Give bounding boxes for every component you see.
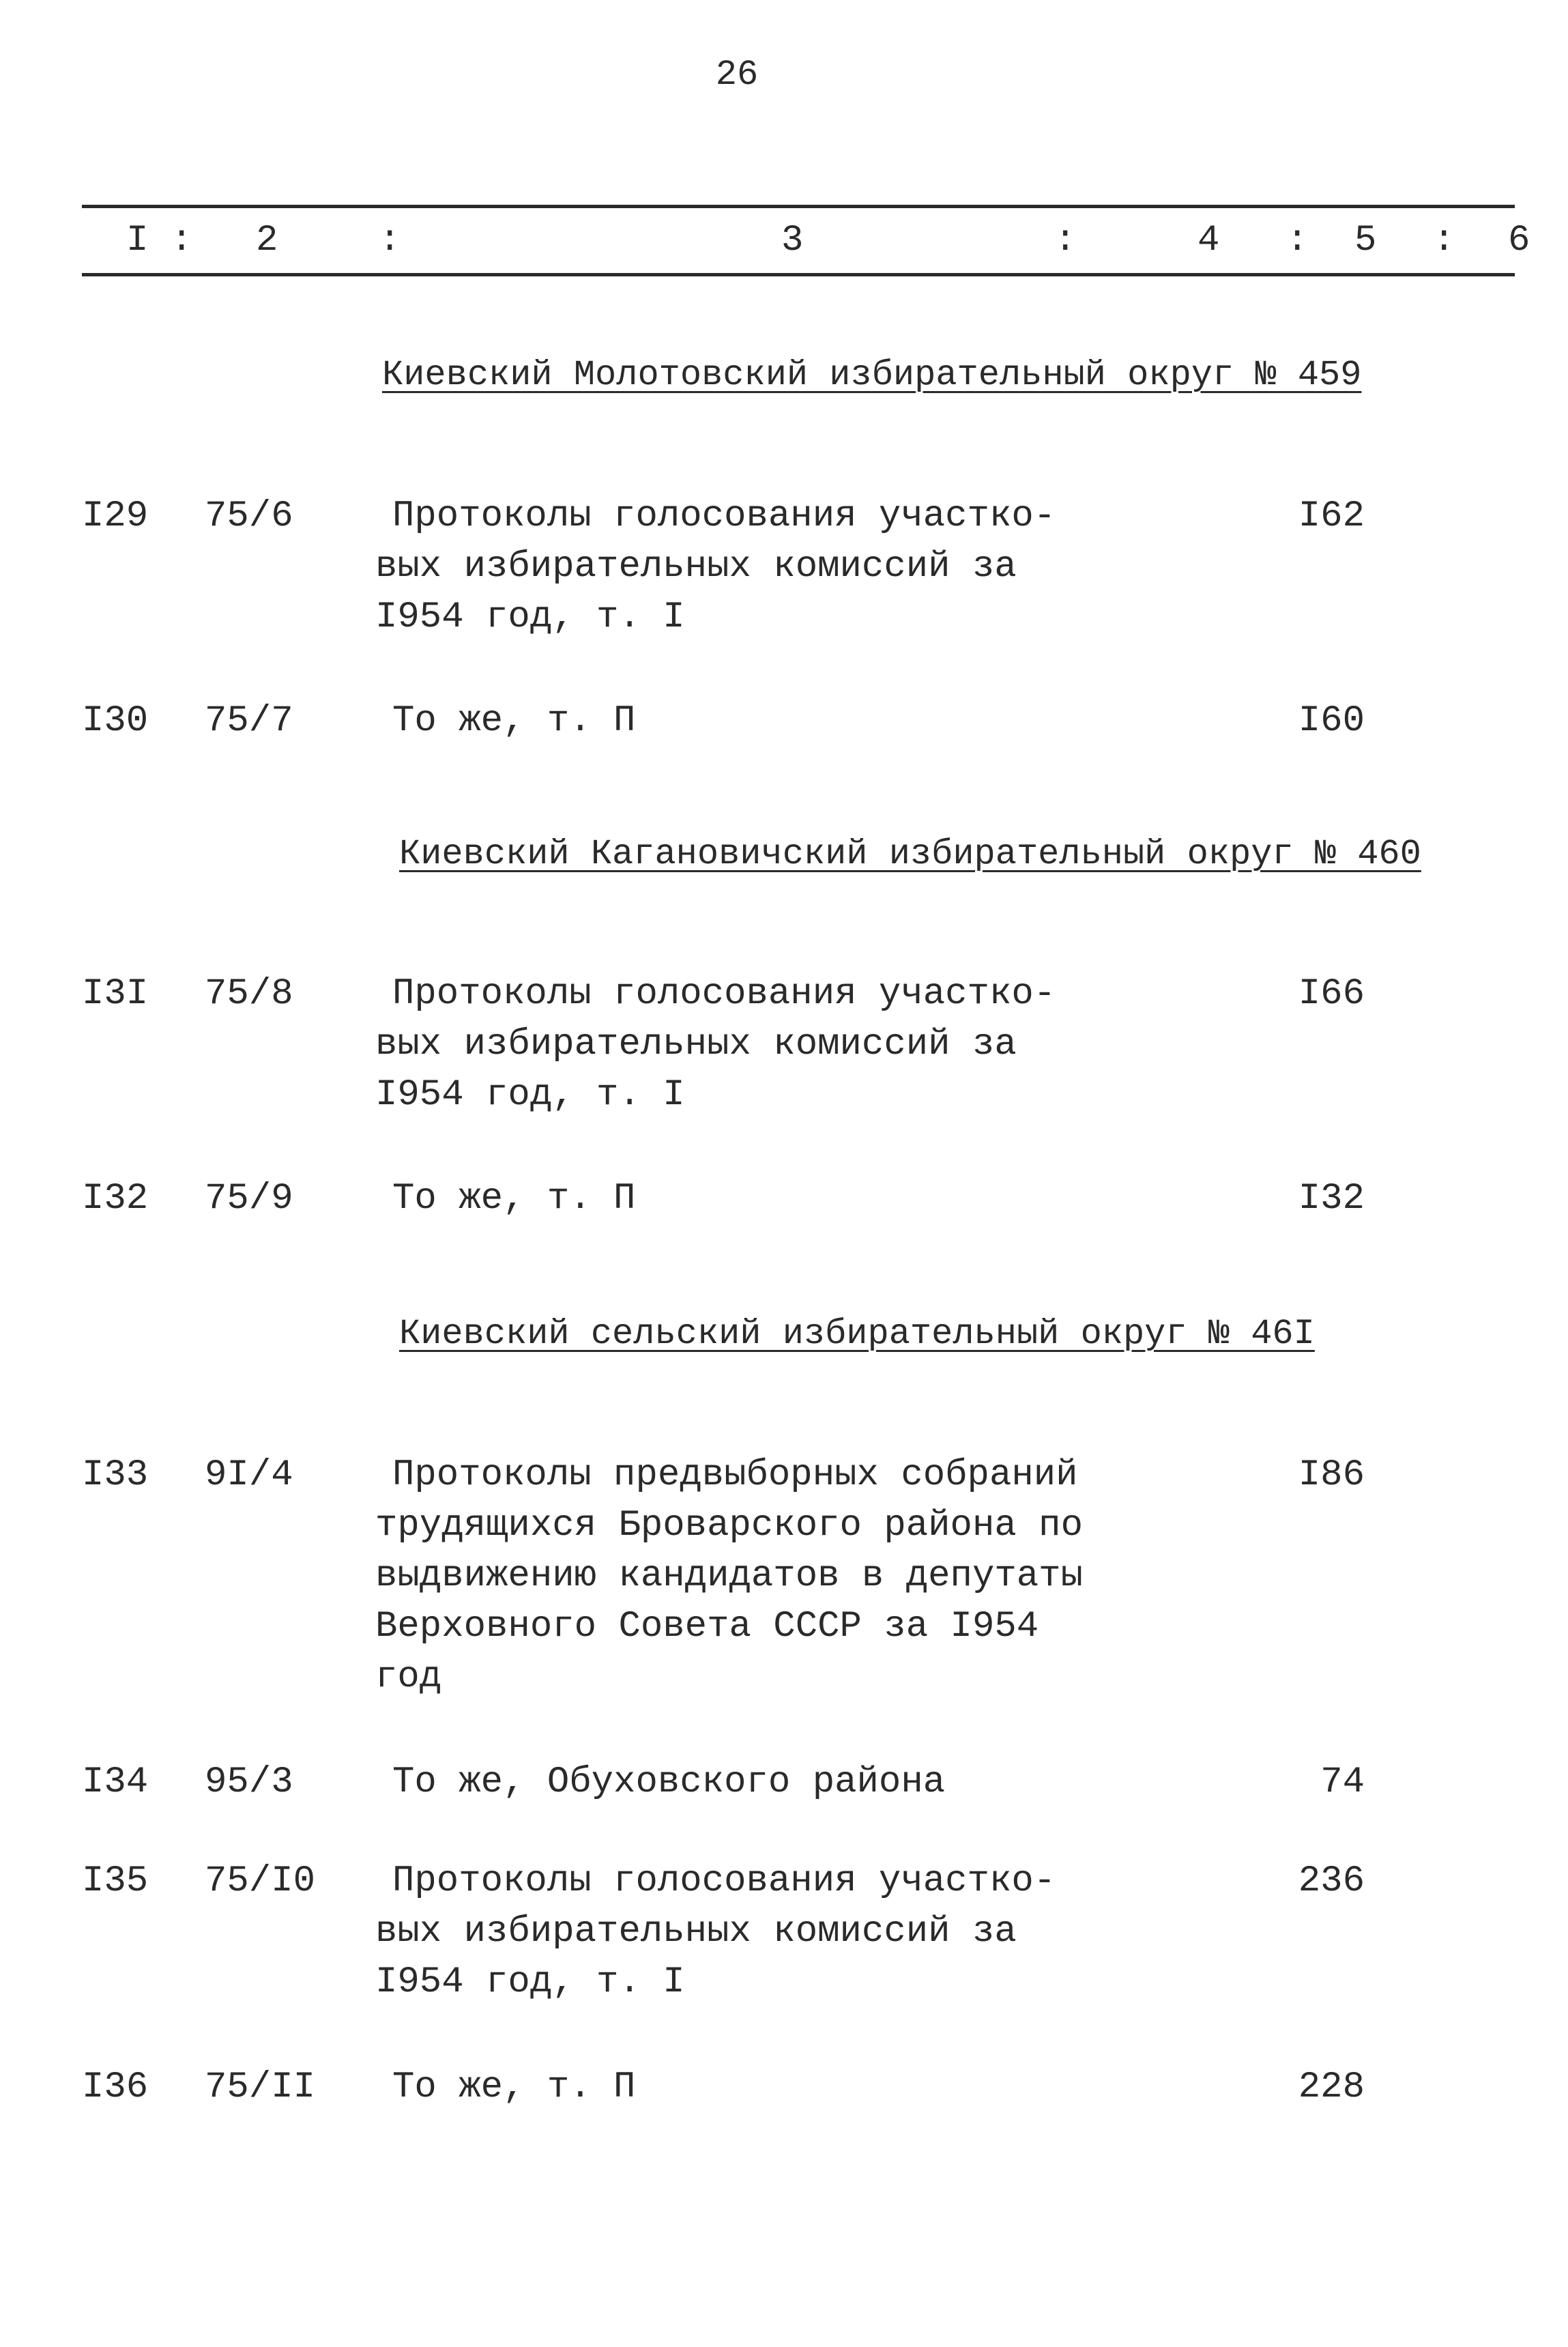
row-description xyxy=(375,1856,1092,2008)
column-separator: : xyxy=(1433,220,1455,261)
row-number: I33 xyxy=(82,1454,149,1496)
row-number: I36 xyxy=(82,2067,149,2108)
row-code: 95/3 xyxy=(205,1761,293,1803)
row-description xyxy=(375,1450,1092,1703)
column-header-3: 3 xyxy=(781,220,804,261)
row-description xyxy=(375,1174,1092,1224)
row-code: 75/7 xyxy=(205,700,293,742)
description-line: год xyxy=(375,1656,442,1698)
description-line: вых избирательных комиссий за xyxy=(375,1024,1017,1065)
row-description xyxy=(375,491,1092,643)
description-line: вых избирательных комиссий за xyxy=(375,1911,1017,1953)
description-line: То же, т. П xyxy=(392,2067,636,2108)
page-number: 26 xyxy=(715,55,759,95)
row-code: 75/I0 xyxy=(205,1860,316,1902)
description-line: Протоколы голосования участко- xyxy=(392,495,1056,537)
description-line: I954 год, т. I xyxy=(375,1074,685,1116)
description-line: I954 год, т. I xyxy=(375,1961,685,2003)
description-line: выдвижению кандидатов в депутаты xyxy=(375,1555,1083,1597)
column-separator: : xyxy=(1286,220,1309,261)
row-code: 75/8 xyxy=(205,973,293,1015)
row-description xyxy=(375,2062,1092,2113)
description-line: То же, Обуховского района xyxy=(392,1761,946,1803)
description-line: Протоколы предвыборных собраний xyxy=(392,1454,1078,1496)
row-number: I35 xyxy=(82,1860,149,1902)
row-pages: I86 xyxy=(1298,1454,1365,1496)
row-pages: I32 xyxy=(1298,1178,1365,1220)
table-header-top-rule xyxy=(82,205,1515,208)
description-line: То же, т. П xyxy=(392,700,636,742)
row-description xyxy=(375,1757,1092,1808)
column-header-1: I xyxy=(126,220,149,261)
row-description xyxy=(375,696,1092,747)
description-line: Верховного Совета СССР за I954 xyxy=(375,1606,1039,1647)
description-line: вых избирательных комиссий за xyxy=(375,546,1017,588)
row-pages: I60 xyxy=(1298,700,1365,742)
description-line: I954 год, т. I xyxy=(375,596,685,638)
row-number: I30 xyxy=(82,700,149,742)
column-separator: : xyxy=(171,220,193,261)
row-number: I34 xyxy=(82,1761,149,1803)
column-header-6: 6 xyxy=(1508,220,1530,261)
row-pages: I66 xyxy=(1298,973,1365,1015)
column-header-2: 2 xyxy=(256,220,278,261)
description-line: То же, т. П xyxy=(392,1178,636,1220)
section-title: Киевский Кагановичский избирательный округ № 460 xyxy=(399,834,1421,874)
row-pages: 74 xyxy=(1320,1761,1365,1803)
row-number: I3I xyxy=(82,973,149,1015)
column-header-4: 4 xyxy=(1197,220,1220,261)
row-pages: 228 xyxy=(1298,2067,1365,2108)
column-separator: : xyxy=(379,220,401,261)
row-code: 9I/4 xyxy=(205,1454,293,1496)
row-code: 75/II xyxy=(205,2067,316,2108)
column-header-5: 5 xyxy=(1354,220,1377,261)
table-header-bottom-rule xyxy=(82,273,1515,276)
section-title: Киевский сельский избирательный округ № 46I xyxy=(399,1314,1315,1354)
column-separator: : xyxy=(1054,220,1077,261)
row-number: I32 xyxy=(82,1178,149,1220)
row-description xyxy=(375,969,1092,1121)
description-line: трудящихся Броварского района по xyxy=(375,1505,1083,1546)
description-line: Протоколы голосования участко- xyxy=(392,1860,1056,1902)
description-line: Протоколы голосования участко- xyxy=(392,973,1056,1015)
row-pages: I62 xyxy=(1298,495,1365,537)
row-pages: 236 xyxy=(1298,1860,1365,1902)
row-code: 75/6 xyxy=(205,495,293,537)
row-number: I29 xyxy=(82,495,149,537)
row-code: 75/9 xyxy=(205,1178,293,1220)
section-title: Киевский Молотовский избирательный округ № 459 xyxy=(382,355,1362,395)
